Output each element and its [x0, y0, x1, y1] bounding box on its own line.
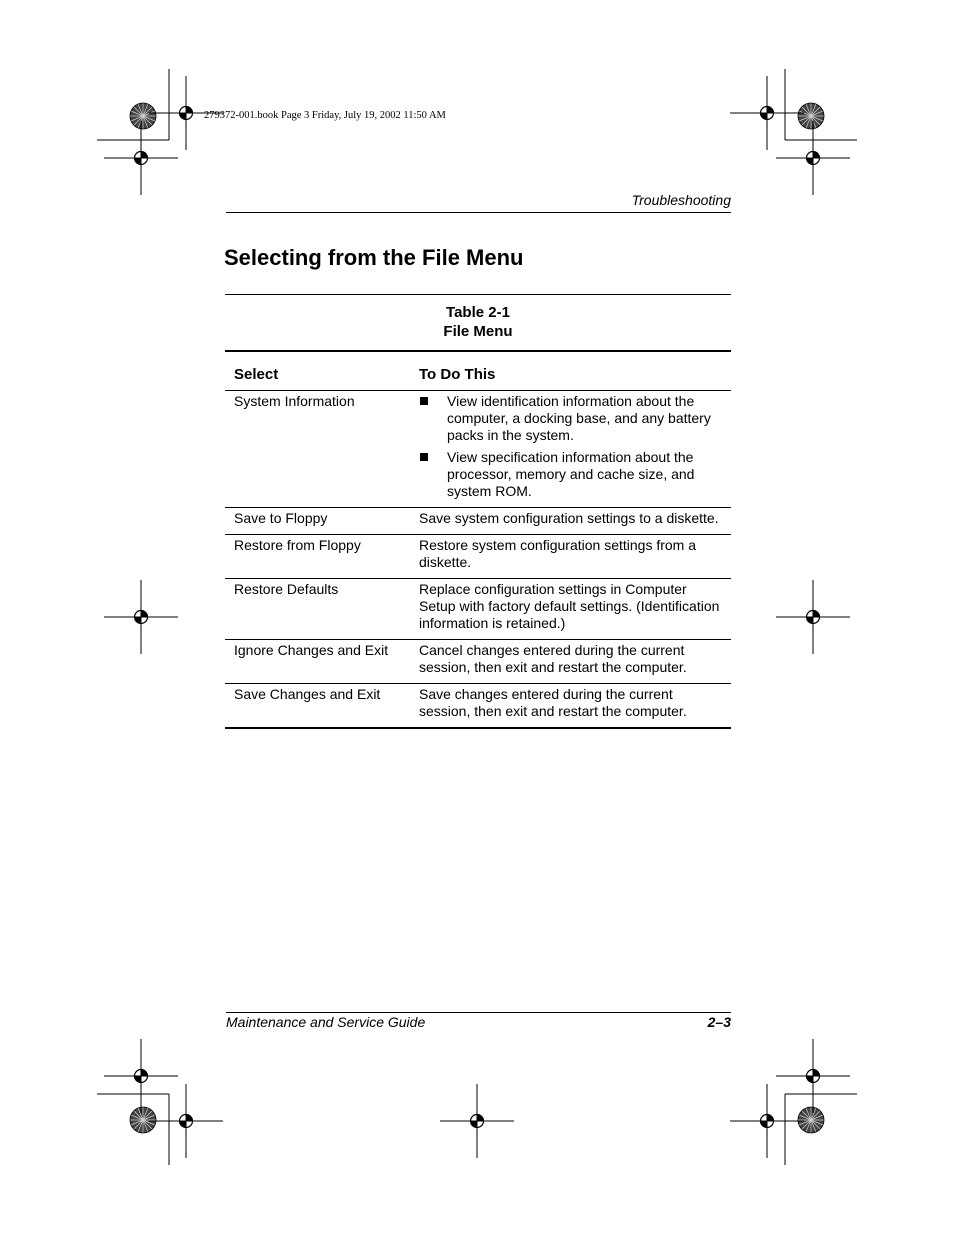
- select-cell: Restore Defaults: [225, 579, 410, 640]
- action-cell: Save changes entered during the current session, then exit and restart the computer.: [410, 684, 731, 729]
- table-row: [225, 579, 731, 640]
- footer-rule: [226, 1012, 731, 1013]
- select-cell: Ignore Changes and Exit: [225, 640, 410, 684]
- bullet-item: View specification information about the processor, memory and cache size, and system ROM.: [419, 449, 725, 500]
- table-row: [225, 640, 731, 684]
- action-cell: Replace configuration settings in Computer Setup with factory default settings. (Identification information is retained.): [410, 579, 731, 640]
- running-head: Troubleshooting: [631, 192, 731, 208]
- column-header-to-do-this: To Do This: [410, 352, 731, 391]
- table-title: File Menu: [443, 323, 513, 340]
- table-row: [225, 391, 731, 508]
- page-number: 2–3: [707, 1014, 731, 1030]
- action-cell: Restore system configuration settings from a diskette.: [410, 535, 731, 579]
- table-row: [225, 508, 731, 535]
- file-menu-table-block: [225, 294, 731, 729]
- table-row: [225, 535, 731, 579]
- action-cell: Cancel changes entered during the current session, then exit and restart the computer.: [410, 640, 731, 684]
- action-cell: [410, 391, 731, 508]
- print-slug: 279372-001.book Page 3 Friday, July 19, 2002 11:50 AM: [204, 110, 446, 121]
- table-row: [225, 684, 731, 729]
- footer-guide-title: Maintenance and Service Guide: [226, 1014, 426, 1030]
- action-cell: Save system configuration settings to a diskette.: [410, 508, 731, 535]
- file-menu-table: [225, 352, 731, 729]
- column-header-select: Select: [225, 352, 410, 391]
- select-cell: Save to Floppy: [225, 508, 410, 535]
- select-cell: Save Changes and Exit: [225, 684, 410, 729]
- table-caption: [225, 294, 731, 352]
- section-title: Selecting from the File Menu: [224, 245, 524, 270]
- bullet-item: View identification information about the computer, a docking base, and any battery packs in the system.: [419, 393, 725, 444]
- select-cell: System Information: [225, 391, 410, 508]
- header-rule: [226, 212, 731, 213]
- table-number: Table 2-1: [446, 304, 510, 321]
- table-header-row: [225, 352, 731, 391]
- select-cell: Restore from Floppy: [225, 535, 410, 579]
- bullet-list: [419, 393, 725, 500]
